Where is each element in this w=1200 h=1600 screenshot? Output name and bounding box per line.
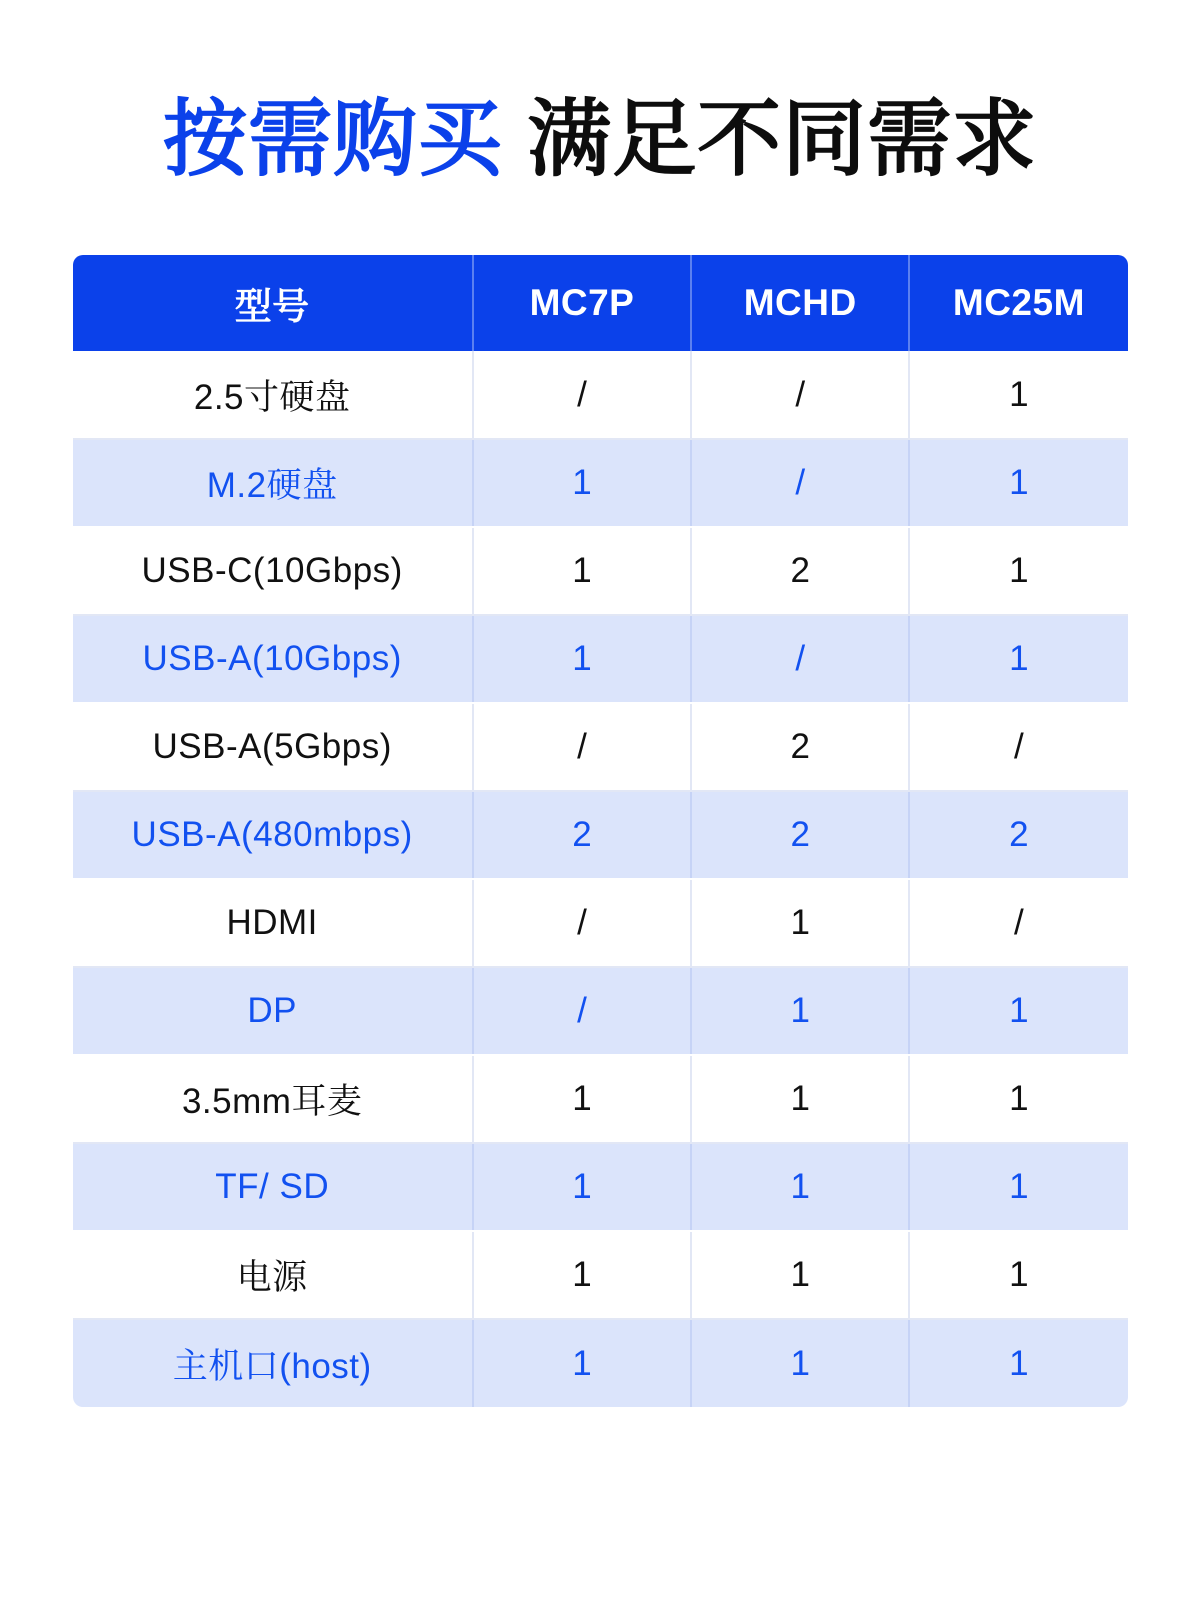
page-title-plain: 满足不同需求 [527, 92, 1038, 186]
row-value-mc25m: 1 [909, 527, 1127, 615]
table-row [73, 967, 1128, 1055]
row-label: USB-C(10Gbps) [73, 527, 473, 615]
column-header-model: 型号 [73, 255, 473, 351]
table-row [73, 703, 1128, 791]
page-title-accent: 按需购买 [162, 92, 503, 186]
row-value-mc25m: 1 [909, 351, 1127, 439]
row-value-mchd: 1 [691, 1143, 909, 1231]
row-value-mchd: 1 [691, 1231, 909, 1319]
row-value-mc7p: 1 [473, 1055, 691, 1143]
row-value-mchd: 2 [691, 703, 909, 791]
row-value-mchd: 1 [691, 1319, 909, 1407]
spec-table-container [73, 255, 1128, 1407]
row-label: 电源 [73, 1231, 473, 1319]
row-label: M.2硬盘 [73, 439, 473, 527]
table-row [73, 1143, 1128, 1231]
column-header-mchd: MCHD [691, 255, 909, 351]
row-label: USB-A(5Gbps) [73, 703, 473, 791]
row-value-mchd: / [691, 439, 909, 527]
table-row [73, 439, 1128, 527]
row-value-mchd: / [691, 351, 909, 439]
table-header [73, 255, 1128, 351]
row-value-mc7p: 1 [473, 615, 691, 703]
table-row [73, 527, 1128, 615]
page-title [0, 0, 1200, 186]
row-label: HDMI [73, 879, 473, 967]
row-value-mchd: 1 [691, 967, 909, 1055]
row-label: USB-A(10Gbps) [73, 615, 473, 703]
row-value-mchd: 1 [691, 1055, 909, 1143]
row-value-mc25m: 1 [909, 615, 1127, 703]
column-header-mc25m: MC25M [909, 255, 1127, 351]
row-value-mc25m: 1 [909, 967, 1127, 1055]
table-row [73, 879, 1128, 967]
row-value-mc25m: / [909, 879, 1127, 967]
row-value-mc25m: / [909, 703, 1127, 791]
row-value-mc7p: / [473, 351, 691, 439]
row-value-mc7p: 1 [473, 1319, 691, 1407]
column-header-mc7p: MC7P [473, 255, 691, 351]
row-value-mc7p: / [473, 879, 691, 967]
row-label: USB-A(480mbps) [73, 791, 473, 879]
row-value-mc7p: / [473, 703, 691, 791]
row-value-mc25m: 1 [909, 439, 1127, 527]
row-value-mc7p: 1 [473, 1231, 691, 1319]
row-label: 3.5mm耳麦 [73, 1055, 473, 1143]
row-value-mchd: 2 [691, 791, 909, 879]
row-value-mc25m: 2 [909, 791, 1127, 879]
table-row [73, 615, 1128, 703]
row-label: TF/ SD [73, 1143, 473, 1231]
table-row [73, 1231, 1128, 1319]
row-label: DP [73, 967, 473, 1055]
table-row [73, 791, 1128, 879]
row-value-mc7p: / [473, 967, 691, 1055]
row-value-mchd: / [691, 615, 909, 703]
table-row [73, 1319, 1128, 1407]
row-value-mc25m: 1 [909, 1319, 1127, 1407]
table-row [73, 1055, 1128, 1143]
row-value-mc7p: 1 [473, 1143, 691, 1231]
row-value-mc7p: 1 [473, 527, 691, 615]
row-value-mc25m: 1 [909, 1231, 1127, 1319]
row-value-mchd: 2 [691, 527, 909, 615]
row-value-mchd: 1 [691, 879, 909, 967]
row-value-mc25m: 1 [909, 1143, 1127, 1231]
row-value-mc7p: 1 [473, 439, 691, 527]
table-body [73, 351, 1128, 1407]
row-value-mc7p: 2 [473, 791, 691, 879]
table-row [73, 351, 1128, 439]
spec-comparison-table [73, 255, 1128, 1407]
row-label: 2.5寸硬盘 [73, 351, 473, 439]
row-value-mc25m: 1 [909, 1055, 1127, 1143]
table-header-row [73, 255, 1128, 351]
row-label: 主机口(host) [73, 1319, 473, 1407]
